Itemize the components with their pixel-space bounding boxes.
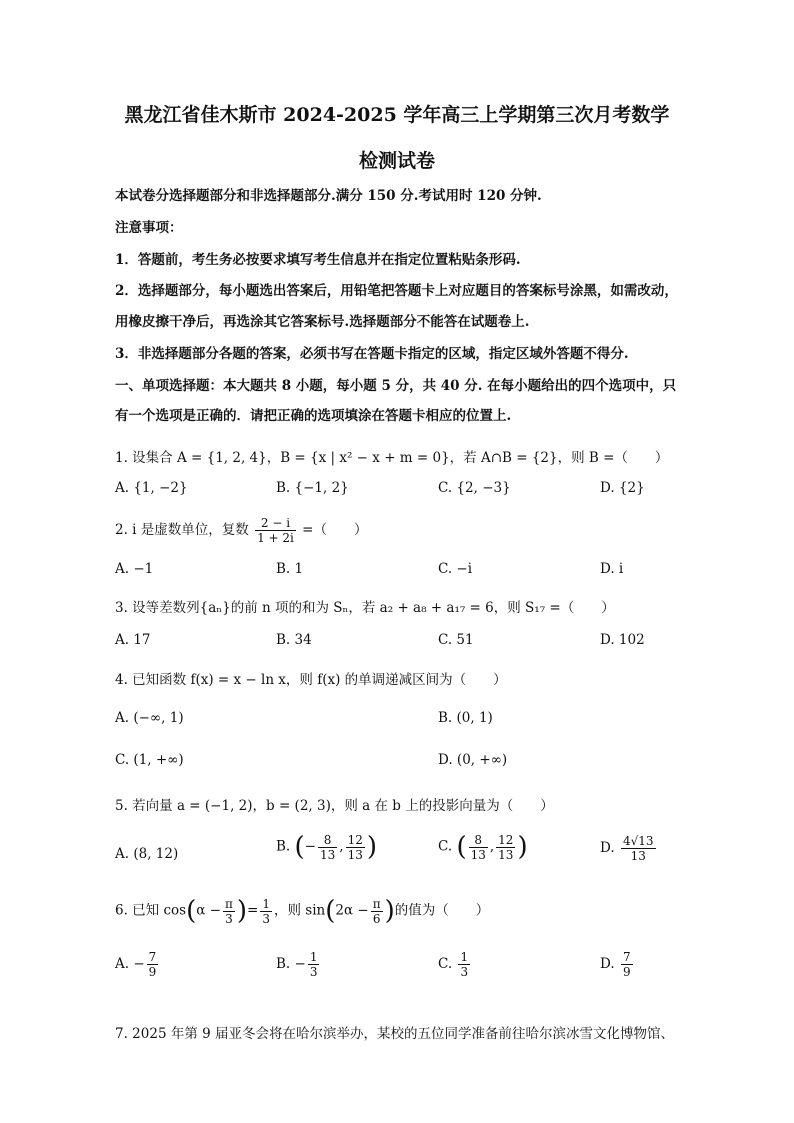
question-6-equals: = bbox=[247, 902, 259, 919]
question-4-option-b: B. (0, 1) bbox=[438, 710, 493, 726]
question-5-option-d-label: D. bbox=[600, 840, 615, 856]
note-2: 2．选择题部分，每小题选出答案后，用铅笔把答题卡上对应题目的答案标号涂黑，如需改动， bbox=[115, 283, 678, 299]
exam-title-line2: 检测试卷 bbox=[358, 150, 435, 172]
question-6-b-num: 1 bbox=[309, 950, 318, 964]
question-5-d-den: 13 bbox=[630, 849, 646, 863]
question-5-d-num: 4√13 bbox=[622, 834, 654, 848]
question-5-c-num2: 12 bbox=[498, 832, 514, 847]
note-3: 3．非选择题部分各题的答案，必须书写在答题卡指定的区域，指定区域外答题不得分. bbox=[115, 346, 629, 362]
note-2-cont: 用橡皮擦干净后，再选涂其它答案标号.选择题部分不能答在试题卷上. bbox=[115, 314, 530, 330]
question-6-a-num: 7 bbox=[148, 950, 157, 964]
question-5-c-num1: 8 bbox=[469, 833, 488, 848]
question-6-option-c-label: C. bbox=[438, 956, 453, 972]
question-5-option-b-label: B. bbox=[276, 838, 291, 855]
question-5-option-d bbox=[600, 834, 658, 863]
question-6-arg2: 2α − bbox=[335, 902, 369, 919]
question-6-d-num: 7 bbox=[622, 950, 631, 964]
section1-heading: 一、单项选择题：本大题共 8 小题，每小题 5 分，共 40 分. 在每小题给出的四个选项中，只 bbox=[115, 378, 677, 394]
question-2-stem-prefix: 2. i 是虚数单位，复数 bbox=[115, 522, 249, 538]
question-5-b-num2: 12 bbox=[347, 832, 363, 847]
note-1: 1．答题前，考生务必按要求填写考生信息并在指定位置粘贴条形码. bbox=[115, 252, 521, 268]
question-6-stem-suffix: 的值为（ ） bbox=[394, 902, 490, 919]
question-3-stem: 3. 设等差数列{aₙ}的前 n 项的和为 Sₙ，若 a₂ + a₈ + a₁₇ = 6，则 S₁₇ =（ ） bbox=[115, 600, 615, 616]
question-6-b-den: 3 bbox=[309, 965, 318, 979]
question-4-option-d: D. (0, +∞) bbox=[438, 752, 508, 768]
question-2-denominator: 1 + 2i bbox=[257, 531, 294, 545]
question-6-b-sign: − bbox=[294, 956, 306, 972]
question-5-option-b: B. (− $\frac{8}{13}$ , $\frac{12}{13}$ ) bbox=[276, 832, 377, 862]
question-5-b-num1: 8 bbox=[318, 833, 337, 848]
question-2-option-a: A. −1 bbox=[115, 561, 154, 577]
question-6-option-d-label: D. bbox=[600, 956, 615, 972]
question-6-pi-1: π bbox=[224, 896, 233, 911]
question-6-stem: 6. 已知 cos(α − $\frac{\pi}{3}$ )= $\frac{1}{3}$ ，则 sin(2α − $\frac{\pi}{6}$ )的值为（ ） bbox=[115, 896, 490, 926]
question-2-stem bbox=[115, 516, 367, 545]
question-2-option-c: C. −i bbox=[438, 561, 473, 577]
question-5-stem: 5. 若向量 a = (−1, 2)，b = (2, 3)，则 a 在 b 上的投影向量为（ ） bbox=[115, 798, 554, 814]
question-6-three-2: 3 bbox=[262, 911, 270, 926]
question-2-fraction bbox=[255, 516, 296, 545]
question-6-stem-prefix: 6. 已知 cos bbox=[115, 902, 187, 919]
question-6-arg1: α − bbox=[196, 902, 221, 919]
question-1-option-c: C. {2, −3} bbox=[438, 480, 511, 496]
question-6-a-sign: − bbox=[133, 956, 145, 972]
question-5-option-a: A. (8, 12) bbox=[115, 846, 179, 862]
question-6-c-den: 3 bbox=[460, 965, 469, 979]
question-1-option-d: D. {2} bbox=[600, 480, 645, 496]
question-3-option-b: B. 34 bbox=[276, 632, 312, 648]
question-7-stem: 7. 2025 年第 9 届亚冬会将在哈尔滨举办，某校的五位同学准备前往哈尔滨冰雪文化博物馆、 bbox=[115, 1026, 674, 1042]
question-4-option-a: A. (−∞, 1) bbox=[115, 710, 184, 726]
section1-heading-cont: 有一个选项是正确的．请把正确的选项填涂在答题卡相应的位置上. bbox=[115, 408, 512, 424]
question-2-numerator: 2 − i bbox=[255, 516, 296, 531]
question-2-option-b: B. 1 bbox=[276, 561, 304, 577]
question-6-six: 6 bbox=[372, 911, 381, 926]
question-1-option-a: A. {1, −2} bbox=[115, 480, 188, 496]
question-4-stem: 4. 已知函数 f(x) = x − ln x，则 f(x) 的单调递减区间为（ ） bbox=[115, 672, 507, 688]
notes-header: 注意事项： bbox=[115, 220, 183, 236]
question-4-option-c: C. (1, +∞) bbox=[115, 752, 184, 768]
question-3-option-a: A. 17 bbox=[115, 632, 151, 648]
question-5-b-den1: 13 bbox=[319, 847, 336, 862]
question-6-pi-2: π bbox=[372, 896, 381, 911]
question-1-stem: 1. 设集合 A = {1, 2, 4}，B = {x | x² − x + m = 0}，若 A∩B = {2}，则 B =（ ） bbox=[115, 450, 669, 466]
question-6-option-b bbox=[276, 950, 321, 979]
question-6-d-den: 9 bbox=[622, 965, 631, 979]
question-2-stem-suffix: =（ ） bbox=[302, 522, 368, 538]
question-1-option-b: B. {−1, 2} bbox=[276, 480, 349, 496]
question-5-option-c: C. ( $\frac{8}{13}$ , $\frac{12}{13}$ ) bbox=[438, 832, 528, 862]
question-5-b-den2: 13 bbox=[347, 847, 363, 862]
question-3-option-d: D. 102 bbox=[600, 632, 645, 648]
question-5-option-c-label: C. bbox=[438, 838, 453, 855]
question-6-a-den: 9 bbox=[148, 965, 157, 979]
question-6-option-d bbox=[600, 950, 635, 979]
question-6-c-num: 1 bbox=[460, 950, 469, 964]
question-5-option-b-sign: − bbox=[304, 838, 316, 855]
question-2-option-d: D. i bbox=[600, 561, 624, 577]
question-6-option-b-label: B. bbox=[276, 956, 291, 972]
question-6-option-a-label: A. bbox=[115, 956, 130, 972]
question-6-stem-mid: ，则 sin bbox=[273, 902, 326, 919]
question-6-three: 3 bbox=[225, 911, 233, 926]
question-6-one: 1 bbox=[262, 896, 270, 911]
question-3-option-c: C. 51 bbox=[438, 632, 474, 648]
question-6-option-a bbox=[115, 950, 160, 979]
exam-title-line1: 黑龙江省佳木斯市 2024-2025 学年高三上学期第三次月考数学 bbox=[124, 104, 670, 126]
exam-intro: 本试卷分选择题部分和非选择题部分.满分 150 分.考试用时 120 分钟. bbox=[115, 188, 542, 204]
question-5-c-den2: 13 bbox=[498, 847, 514, 862]
question-5-c-den1: 13 bbox=[470, 847, 486, 862]
question-6-option-c bbox=[438, 950, 472, 979]
